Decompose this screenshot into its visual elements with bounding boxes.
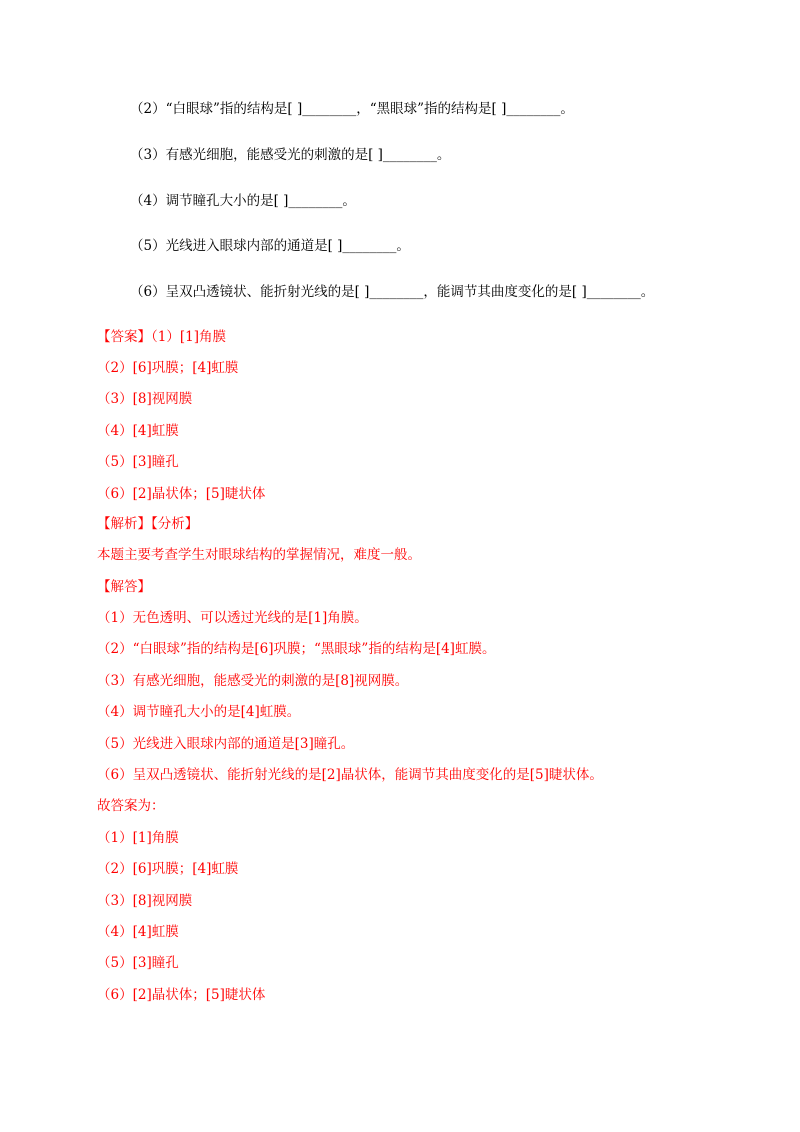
answer-item: （3）[8]视网膜: [97, 391, 193, 407]
answer-item: （5）[3]瞳孔: [97, 454, 179, 470]
answer-item: （2）[6]巩膜；[4]虹膜: [97, 360, 239, 376]
final-answer-item: （3）[8]视网膜: [97, 893, 193, 909]
answer-item: （4）[4]虹膜: [97, 423, 179, 439]
final-answer-item: （1）[1]角膜: [97, 830, 179, 846]
answer-header: 【答案】（1）[1]角膜: [97, 329, 226, 345]
final-answer-item: （4）[4]虹膜: [97, 924, 179, 940]
analysis-text: 本题主要考查学生对眼球结构的掌握情况，难度一般。: [97, 547, 421, 563]
question-4: （4）调节瞳孔大小的是[ ]________。: [130, 193, 356, 209]
final-answer-item: （6）[2]晶状体；[5]睫状体: [97, 987, 266, 1003]
solution-header: 【解答】: [97, 579, 151, 595]
final-answer-header: 故答案为：: [97, 798, 165, 814]
final-answer-item: （5）[3]瞳孔: [97, 955, 179, 971]
solution-item: （6）呈双凸透镜状、能折射光线的是[2]晶状体，能调节其曲度变化的是[5]睫状体。: [97, 767, 603, 783]
solution-item: （3）有感光细胞，能感受光的刺激的是[8]视网膜。: [97, 673, 409, 689]
analysis-header: 【解析】【分析】: [97, 516, 199, 532]
question-2: （2）“白眼球”指的结构是[ ]________，“黑眼球”指的结构是[ ]________。: [130, 101, 574, 117]
solution-item: （2）“白眼球”指的结构是[6]巩膜；“黑眼球”指的结构是[4]虹膜。: [97, 641, 496, 657]
solution-item: （5）光线进入眼球内部的通道是[3]瞳孔。: [97, 736, 355, 752]
question-3: （3）有感光细胞，能感受光的刺激的是[ ]________。: [130, 147, 451, 163]
solution-item: （1）无色透明、可以透过光线的是[1]角膜。: [97, 610, 368, 626]
question-6: （6）呈双凸透镜状、能折射光线的是[ ]________，能调节其曲度变化的是[ ]________。: [130, 284, 655, 300]
answer-item: （6）[2]晶状体；[5]睫状体: [97, 486, 266, 502]
solution-item: （4）调节瞳孔大小的是[4]虹膜。: [97, 704, 301, 720]
question-5: （5）光线进入眼球内部的通道是[ ]________。: [130, 238, 410, 254]
final-answer-item: （2）[6]巩膜；[4]虹膜: [97, 861, 239, 877]
